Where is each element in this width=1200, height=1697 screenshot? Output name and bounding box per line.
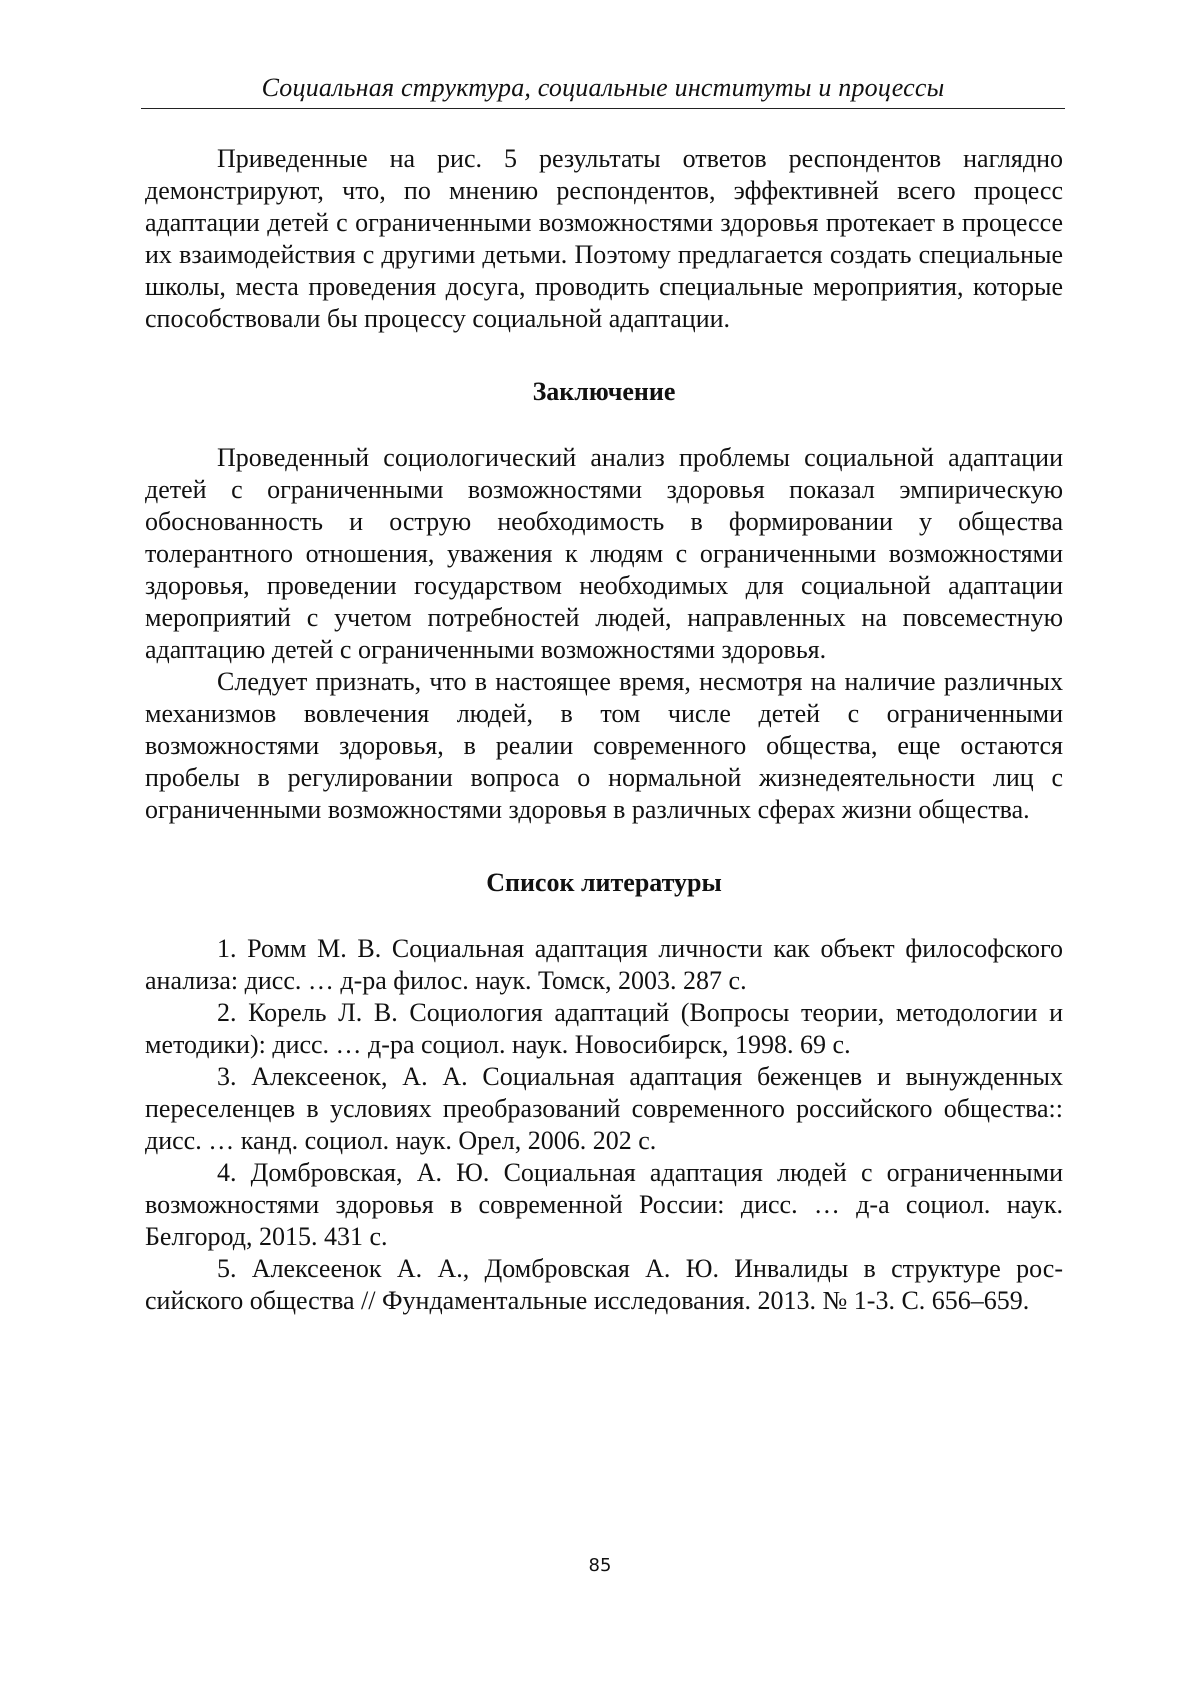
page-body: [145, 143, 1063, 1317]
reference-item-3: 3. Алексеенок, А. А. Социальная адаптация беженцев и вынужденных переселенцев в условиях преобразований современного российского общества:: дисс. … канд. социол. наук. Орел, 2006. 202 с.: [145, 1062, 1063, 1155]
running-header: Социальная структура, социальные институты и процессы: [261, 73, 945, 102]
reference-item-4: 4. Домбровская, А. Ю. Социальная адаптация людей с ограниченными возможностями здоровья в современной России: дисс. … д-а социол. наук. Белгород, 2015. 431 с.: [145, 1158, 1063, 1251]
reference-item-5: 5. Алексеенок А. А., Домбровская А. Ю. Инвалиды в структуре российского общества // Фундаментальные исследования. 2013. № 1-3. С. 656–659.: [145, 1254, 1063, 1315]
conclusion-heading: Заключение: [532, 377, 676, 406]
reference-item-1: 1. Ромм М. В. Социальная адаптация личности как объект философского анализа: дисс. … д-ра филос. наук. Томск, 2003. 287 с.: [145, 934, 1063, 995]
conclusion-paragraph-2: Следует признать, что в настоящее время, несмотря на наличие различных механизмов вовлечения людей, в том числе детей с ограниченными возможностями здоровья, в реалии современного общества, еще остаются пробелы в регулировании вопроса о нормальной жизнедеятельности лиц с ограниченными возможностями здоровья в различных сферах жизни общества.: [145, 667, 1063, 824]
page-number: 85: [588, 1555, 612, 1576]
conclusion-paragraph-1: Проведенный социологический анализ проблемы социальной адаптации детей с ограниченными возможностями здоровья показал эмпирическую обоснованность и острую необходимость в формировании у общества толерантного отношения, уважения к людям с ограниченными возможностями здоровья, проведении государством необходимых для социальной адаптации мероприятий с учетом потребностей людей, направленных на повсеместную адаптацию детей с ограниченными возможностями здоровья.: [145, 443, 1063, 664]
references-heading: Список литературы: [486, 868, 722, 897]
header-rule: [141, 108, 1065, 109]
intro-paragraph: Приведенные на рис. 5 результаты ответов респондентов наглядно демонстрируют, что, по мнению респондентов, эффективней всего процесс адаптации детей с ограниченными возможностями здоровья протекает в процессе их взаимодействия с другими детьми. Поэтому предлагается создать специальные школы, места проведения досуга, проводить специальные мероприятия, которые способствовали бы процессу социальной адаптации.: [145, 144, 1063, 333]
reference-item-2: 2. Корель Л. В. Социология адаптаций (Вопросы теории, методологии и методики): дисс. … д-ра социол. наук. Новосибирск, 1998. 69 с.: [145, 998, 1063, 1059]
